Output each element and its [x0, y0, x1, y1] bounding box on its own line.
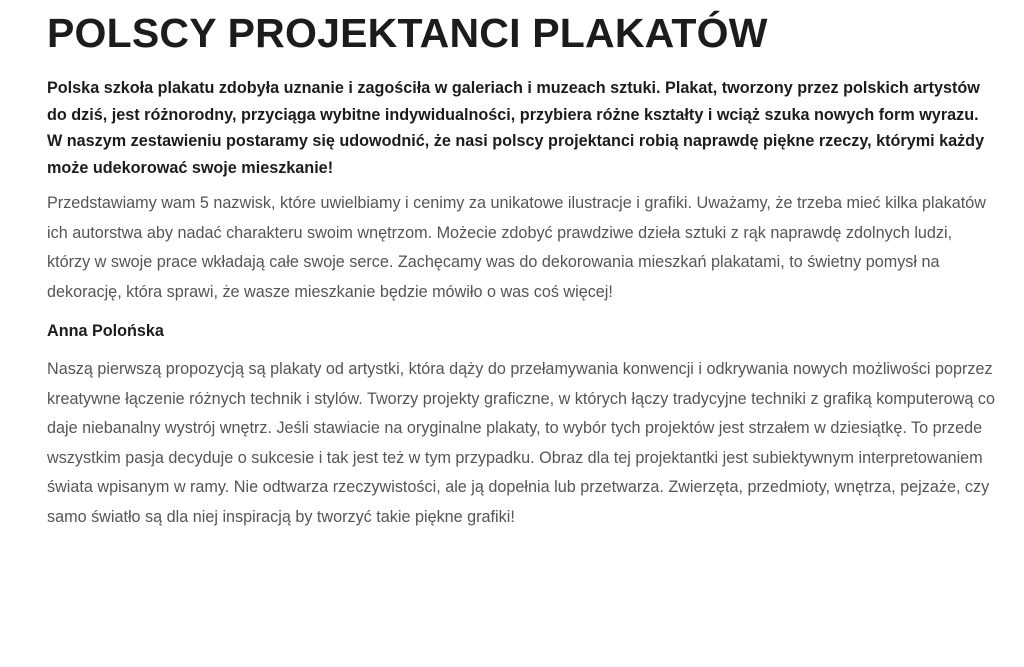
article-intro: Przedstawiamy wam 5 nazwisk, które uwielbiamy i cenimy za unikatowe ilustracje i grafiki. Uważamy, że trzeba mieć kilka plakatów ich autorstwa aby nadać charakteru swoim wnętrzom. Możecie zdobyć prawdziwe dzieła sztuki z rąk naprawdę zdolnych ludzi, którzy w swoje prace wkładają całe swoje serce. Zachęcamy was do dekorowania mieszkań plakatami, to świetny pomysł na dekorację, która sprawi, że wasze mieszkanie będzie mówiło o was coś więcej! [47, 194, 986, 301]
article [47, 0, 997, 532]
section-heading: Anna Polońska [47, 322, 164, 340]
designer-section [47, 319, 997, 532]
section-body: Naszą pierwszą propozycją są plakaty od artystki, która dąży do przełamywania konwencji i odkrywania nowych możliwości poprzez kreatywne łączenie różnych technik i stylów. Tworzy projekty graficzne, w których łączy tradycyjne techniki z grafiką komputerową co daje niebanalny wystrój wnętrz. Jeśli stawiacie na oryginalne plakaty, to wybór tych projektów jest strzałem w dziesiątkę. To przede wszystkim pasja decyduje o sukcesie i tak jest też w tym przypadku. Obraz dla tej projektantki jest subiektywnym interpretowaniem świata wpisanym w ramy. Nie odtwarza rzeczywistości, ale ją dopełnia lub przetwarza. Zwierzęta, przedmioty, wnętrza, pejzaże, czy samo światło są dla niej inspiracją by tworzyć takie piękne grafiki! [47, 360, 995, 526]
page-title: POLSCY PROJEKTANCI PLAKATÓW [47, 10, 768, 56]
article-lead: Polska szkoła plakatu zdobyła uznanie i zagościła w galeriach i muzeach sztuki. Plakat, tworzony przez polskich artystów do dziś, jest różnorodny, przyciąga wybitne indywidualności, przybiera różne kształty i wciąż szuka nowych form wyrazu. W naszym zestawieniu postaramy się udowodnić, że nasi polscy projektanci robią naprawdę piękne rzeczy, którymi każdy może udekorować swoje mieszkanie! [47, 79, 985, 177]
